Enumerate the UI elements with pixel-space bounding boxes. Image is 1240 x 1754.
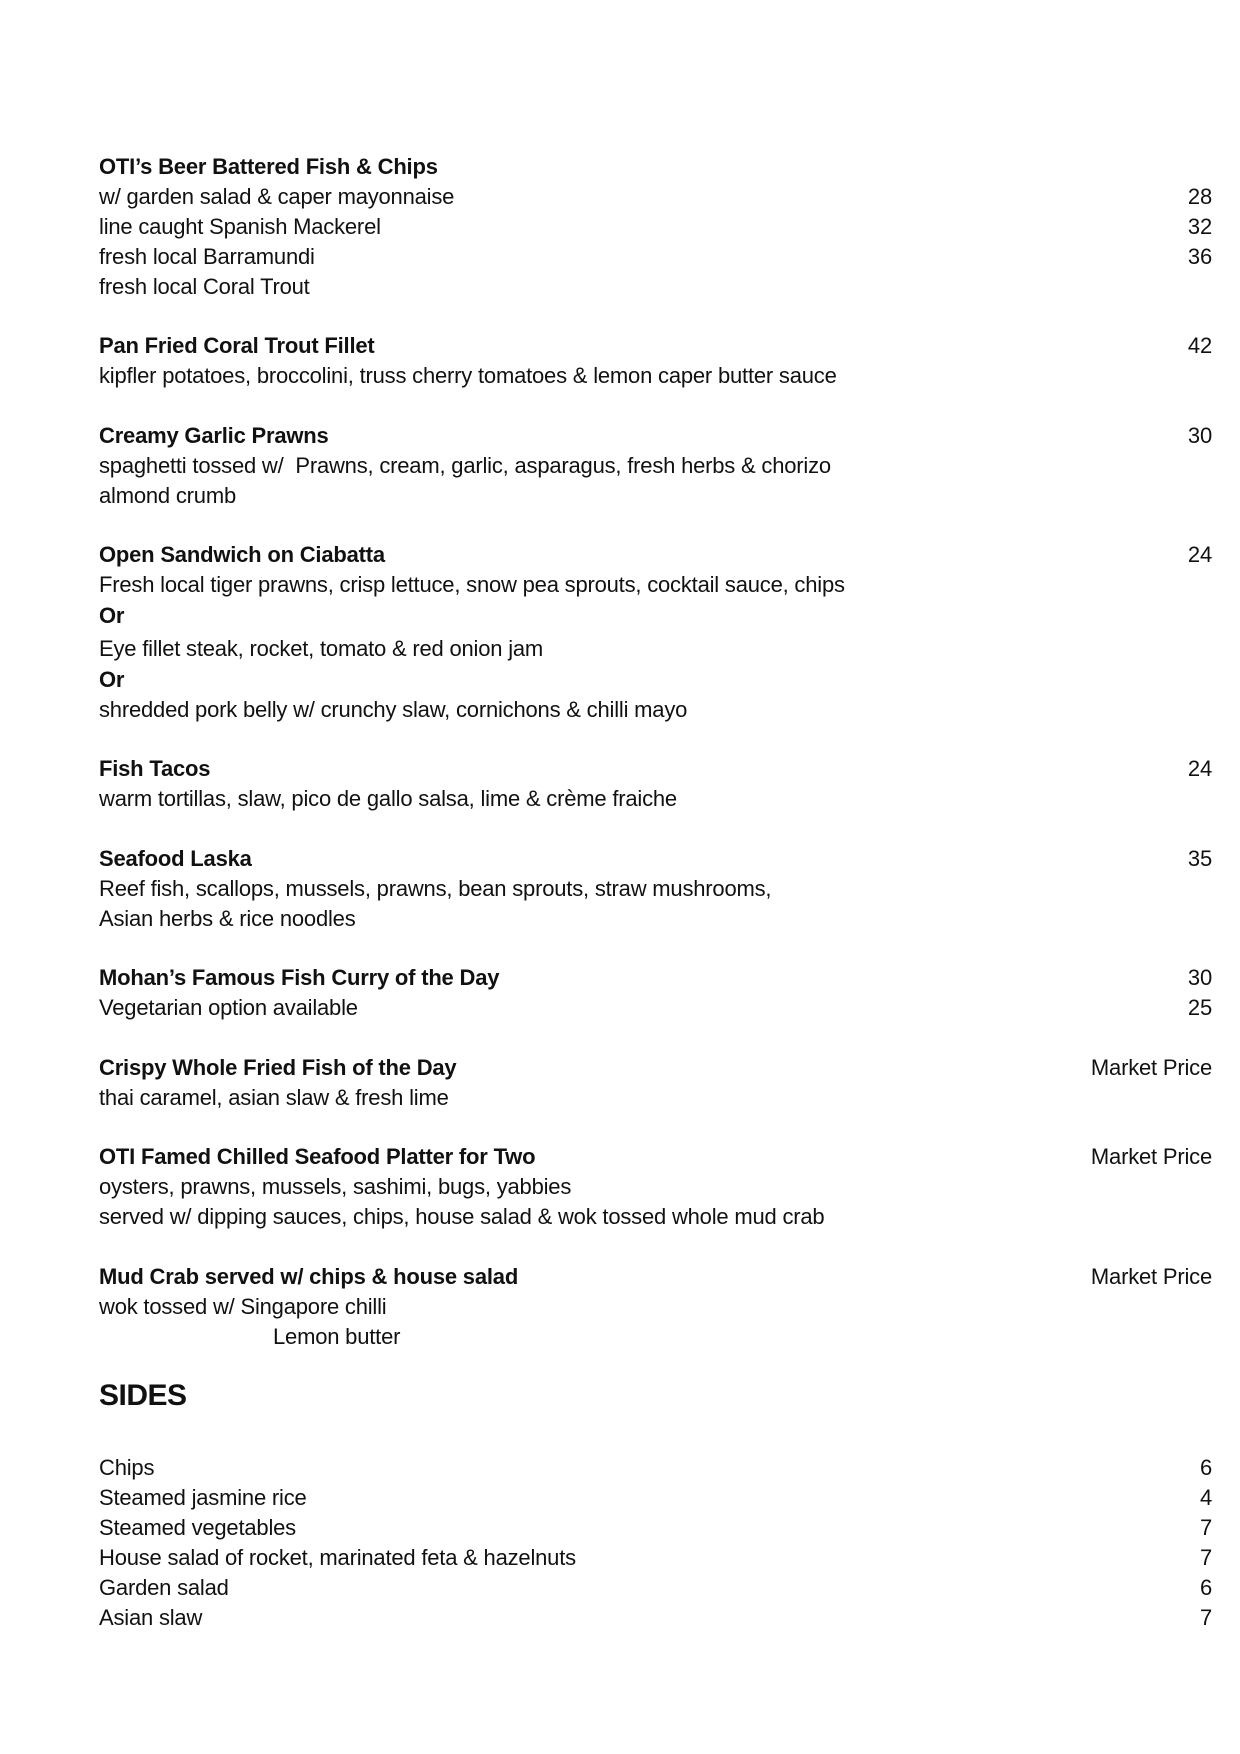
- side-item-name: House salad of rocket, marinated feta & hazelnuts: [99, 1545, 576, 1570]
- section-title-sides: SIDES: [99, 1379, 187, 1412]
- menu-item-name: Open Sandwich on Ciabatta: [99, 542, 385, 567]
- menu-item-desc: w/ garden salad & caper mayonnaise: [99, 184, 455, 209]
- menu-item-line: [99, 481, 1212, 511]
- menu-item-line: [99, 993, 1212, 1023]
- side-item-price: 6: [1199, 1455, 1212, 1480]
- menu-item-title: [99, 754, 1212, 784]
- menu-item-line: [99, 242, 1212, 272]
- menu-item-name: Mohan’s Famous Fish Curry of the Day: [99, 965, 500, 990]
- menu-item-title: [99, 1053, 1212, 1083]
- menu-item-line: [99, 1292, 1212, 1322]
- menu-item-name: Seafood Laska: [99, 846, 252, 871]
- menu-item-name: OTI’s Beer Battered Fish & Chips: [99, 154, 438, 179]
- menu-item-title: [99, 1262, 1212, 1292]
- menu-item-name: Pan Fried Coral Trout Fillet: [99, 333, 375, 358]
- menu-item-price: 25: [1187, 995, 1212, 1020]
- side-item-name: Steamed vegetables: [99, 1515, 296, 1540]
- side-item-name: Asian slaw: [99, 1605, 203, 1630]
- menu-item-desc: Eye fillet steak, rocket, tomato & red onion jam: [99, 636, 544, 661]
- menu-item-line: [99, 1322, 1212, 1352]
- menu-item-or: [99, 601, 1212, 631]
- menu-item-line: [99, 1083, 1212, 1113]
- menu-item-desc: warm tortillas, slaw, pico de gallo salsa, lime & crème fraiche: [99, 786, 677, 811]
- menu-item-line: [99, 1172, 1212, 1202]
- menu-item-line: [99, 451, 1212, 481]
- menu-item-desc: kipfler potatoes, broccolini, truss cherry tomatoes & lemon caper butter sauce: [99, 363, 837, 388]
- menu-item-name: Creamy Garlic Prawns: [99, 423, 329, 448]
- side-item: [99, 1543, 1212, 1573]
- side-item: [99, 1483, 1212, 1513]
- menu-item-title: [99, 963, 1212, 993]
- menu-item-desc: Vegetarian option available: [99, 995, 358, 1020]
- menu-item-line: [99, 634, 1212, 664]
- side-item-price: 7: [1199, 1605, 1212, 1630]
- menu-item-line: [99, 361, 1212, 391]
- menu-item-line: [99, 784, 1212, 814]
- menu-item-desc: Or: [99, 667, 125, 692]
- side-item: [99, 1453, 1212, 1483]
- menu-item-desc: thai caramel, asian slaw & fresh lime: [99, 1085, 449, 1110]
- menu-item-line: [99, 182, 1212, 212]
- menu-item-name: OTI Famed Chilled Seafood Platter for Two: [99, 1144, 536, 1169]
- menu-item-title: [99, 331, 1212, 361]
- menu-item-desc: line caught Spanish Mackerel: [99, 214, 381, 239]
- menu-item-desc: fresh local Barramundi: [99, 244, 315, 269]
- menu-item-name: Mud Crab served w/ chips & house salad: [99, 1264, 519, 1289]
- menu-item-desc: oysters, prawns, mussels, sashimi, bugs, yabbies: [99, 1174, 572, 1199]
- menu-item-desc: Fresh local tiger prawns, crisp lettuce, snow pea sprouts, cocktail sauce, chips: [99, 572, 845, 597]
- menu-item-price: Market Price: [1090, 1144, 1212, 1169]
- menu-item-line: [99, 904, 1212, 934]
- menu-item-price: 42: [1187, 333, 1212, 358]
- menu-item-desc: almond crumb: [99, 483, 236, 508]
- menu-item-title: [99, 844, 1212, 874]
- menu-item-price: 30: [1187, 965, 1212, 990]
- menu-item-desc: spaghetti tossed w/ Prawns, cream, garlic, asparagus, fresh herbs & chorizo: [99, 453, 831, 478]
- side-item-price: 7: [1199, 1545, 1212, 1570]
- side-item-name: Chips: [99, 1455, 155, 1480]
- menu-item-price: 32: [1187, 214, 1212, 239]
- menu-item-desc: wok tossed w/ Singapore chilli: [99, 1294, 387, 1319]
- menu-item-desc: Asian herbs & rice noodles: [99, 906, 356, 931]
- menu-item-line: [99, 570, 1212, 600]
- menu-item-title: [99, 1142, 1212, 1172]
- menu-item-line: [99, 212, 1212, 242]
- side-item-price: 7: [1199, 1515, 1212, 1540]
- menu-item-price: 30: [1187, 423, 1212, 448]
- menu-item-desc: shredded pork belly w/ crunchy slaw, cornichons & chilli mayo: [99, 697, 688, 722]
- menu-item-title: [99, 421, 1212, 451]
- menu-item-desc: served w/ dipping sauces, chips, house salad & wok tossed whole mud crab: [99, 1204, 825, 1229]
- menu-item-title: [99, 152, 1212, 182]
- menu-item-price: 36: [1187, 244, 1212, 269]
- side-item: [99, 1513, 1212, 1543]
- menu-item-line: [99, 1202, 1212, 1232]
- menu-item-line: [99, 695, 1212, 725]
- side-item: [99, 1573, 1212, 1603]
- menu-item-name: Fish Tacos: [99, 756, 211, 781]
- menu-item-price: 24: [1187, 756, 1212, 781]
- menu-item-price: 35: [1187, 846, 1212, 871]
- menu-item-name: Crispy Whole Fried Fish of the Day: [99, 1055, 457, 1080]
- side-item: [99, 1603, 1212, 1633]
- menu-item-price: Market Price: [1090, 1055, 1212, 1080]
- menu-item-desc: Or: [99, 603, 125, 628]
- side-item-price: 6: [1199, 1575, 1212, 1600]
- side-item-name: Steamed jasmine rice: [99, 1485, 307, 1510]
- menu-item-desc: Reef fish, scallops, mussels, prawns, bean sprouts, straw mushrooms,: [99, 876, 772, 901]
- side-item-name: Garden salad: [99, 1575, 229, 1600]
- menu-item-price: 24: [1187, 542, 1212, 567]
- menu-item-desc: Lemon butter: [273, 1324, 401, 1349]
- side-item-price: 4: [1199, 1485, 1212, 1510]
- menu-item-or: [99, 665, 1212, 695]
- menu-item-title: [99, 540, 1212, 570]
- menu-item-line: [99, 272, 1212, 302]
- menu-item-price: Market Price: [1090, 1264, 1212, 1289]
- menu-item-price: 28: [1187, 184, 1212, 209]
- menu-item-desc: fresh local Coral Trout: [99, 274, 310, 299]
- menu-item-line: [99, 874, 1212, 904]
